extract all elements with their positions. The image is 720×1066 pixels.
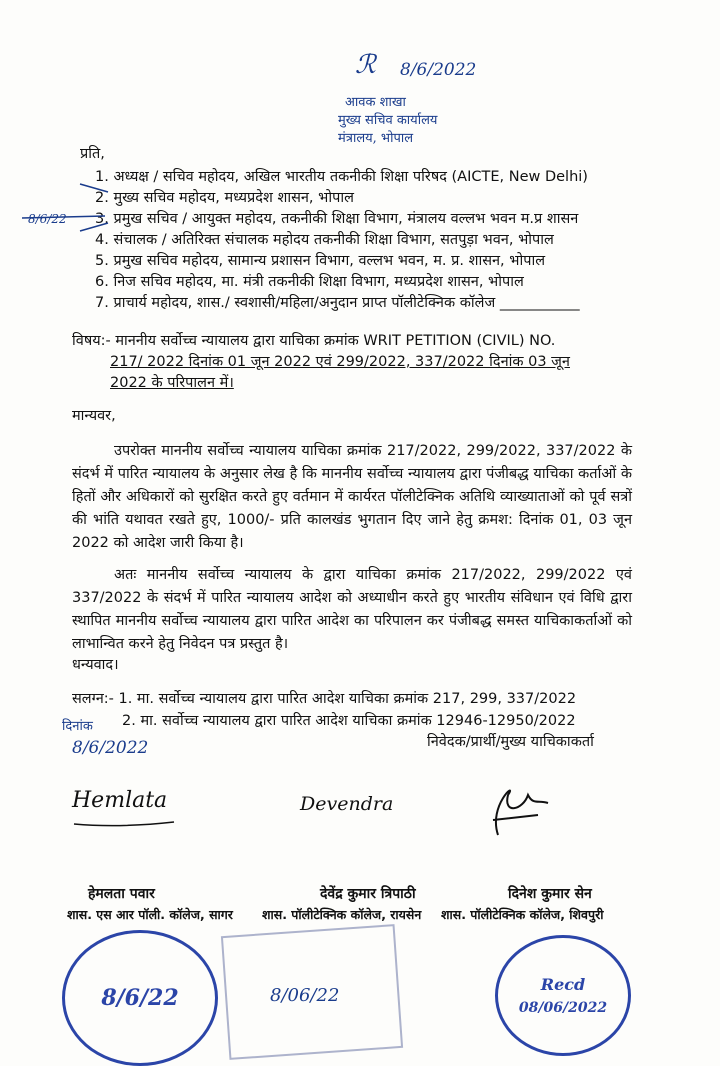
- received-stamp-middle-date: 8/06/22: [270, 985, 340, 1006]
- header-receipt-line2: मुख्य सचिव कार्यालय: [338, 113, 438, 128]
- dte-stamp-left: 8/6/22: [62, 930, 218, 1066]
- header-receipt-line3: मंत्रालय, भोपाल: [338, 131, 414, 146]
- to-label: प्रति,: [80, 146, 105, 162]
- body-paragraph-1: उपरोक्त माननीय सर्वोच्च न्यायालय याचिका क्रमांक 217/2022, 299/2022, 337/2022 के संदर्भ में पारित न्यायालय के अनुसार लेख है कि माननीय सर्वोच्च न्यायालय द्वारा पंजीबद्ध याचिका कर्ताओं के हितों और अधिकारों को सुरक्षित करते हुए वर्तमान में कार्यरत पॉलीटेक्निक अतिथि व्याख्याताओं को पूर्व सत्रों की भांति यथावत रखते हुए, 1000/- प्रति कालखंड भुगतान दिए जाने हेतु क्रमश: दिनांक 01, 03 जून 2022 को आदेश जारी किया है।: [72, 443, 632, 551]
- recipient-item: 4. संचालक / अतिरिक्त संचालक महोदय तकनीकी शिक्षा विभाग, सतपुड़ा भवन, भोपाल: [95, 232, 554, 248]
- recipient-item: 3. प्रमुख सचिव / आयुक्त महोदय, तकनीकी शिक्षा विभाग, मंत्रालय वल्लभ भवन म.प्र शासन: [95, 211, 579, 227]
- signature-1: Hemlata: [72, 788, 168, 813]
- subject-line2: 217/ 2022 दिनांक 01 जून 2022 एवं 299/2022, 337/2022 दिनांक 03 जून: [110, 354, 570, 370]
- signer-college-2: शास. पॉलीटेक्निक कॉलेज, रायसेन: [262, 907, 422, 922]
- header-signature: ℛ: [355, 50, 376, 80]
- recipient-item: 7. प्राचार्य महोदय, शास./ स्वशासी/महिला/अनुदान प्राप्त पॉलीटेक्निक कॉलेज ___________: [95, 295, 580, 311]
- recipient-item: 6. निज सचिव महोदय, मा. मंत्री तकनीकी शिक्षा विभाग, मध्यप्रदेश शासन, भोपाल: [95, 274, 524, 290]
- subject-line1: विषय:- माननीय सर्वोच्च न्यायालय द्वारा याचिका क्रमांक WRIT PETITION (CIVIL) NO.: [72, 333, 556, 349]
- salutation: मान्यवर,: [72, 408, 116, 424]
- recipient-item: 2. मुख्य सचिव महोदय, मध्यप्रदेश शासन, भोपाल: [95, 190, 354, 206]
- header-receipt-line1: आवक शाखा: [345, 95, 406, 110]
- signature-2: Devendra: [300, 793, 394, 815]
- signature-1-underline: [70, 818, 180, 830]
- thanks: धन्यवाद।: [72, 657, 119, 673]
- signer-name-1: हेमलता पवार: [88, 886, 155, 902]
- recipient-item: 1. अध्यक्ष / सचिव महोदय, अखिल भारतीय तकनीकी शिक्षा परिषद (AICTE, New Delhi): [95, 169, 588, 185]
- date-label-hand: दिनांक: [62, 719, 93, 734]
- signer-name-3: दिनेश कुमार सेन: [508, 886, 592, 902]
- recipient-item: 5. प्रमुख सचिव महोदय, सामान्य प्रशासन विभाग, वल्लभ भवन, म. प्र. शासन, भोपाल: [95, 253, 546, 269]
- body-paragraph-2: अतः माननीय सर्वोच्च न्यायालय के द्वारा याचिका क्रमांक 217/2022, 299/2022 एवं 337/2022 के संदर्भ में पारित न्यायालय आदेश को अध्याधीन करते हुए भारतीय संविधान एवं विधि द्वारा स्थापित माननीय सर्वोच्च न्यायालय द्वारा पारित आदेश का परिपालन कर पंजीबद्ध समस्त याचिकाकर्ताओं को लाभान्वित करने हेतु निवेदन पत्र प्रस्तुत है।: [72, 567, 632, 652]
- enclosure-1: सलग्न:- 1. मा. सर्वोच्च न्यायालय द्वारा पारित आदेश याचिका क्रमांक 217, 299, 337/2022: [72, 691, 577, 707]
- header-date: 8/6/2022: [400, 60, 477, 80]
- recd-stamp-right: Recd 08/06/2022: [495, 935, 631, 1056]
- applicant-label: निवेदक/प्रार्थी/मुख्य याचिकाकर्ता: [427, 734, 594, 750]
- signature-3-scrawl: [478, 775, 558, 845]
- date-value-hand: 8/6/2022: [72, 738, 149, 758]
- enclosure-2: 2. मा. सर्वोच्च न्यायालय द्वारा पारित आदेश याचिका क्रमांक 12946-12950/2022: [122, 713, 576, 729]
- signer-college-3: शास. पॉलीटेक्निक कॉलेज, शिवपुरी: [441, 907, 604, 922]
- margin-date: 8/6/22: [28, 212, 67, 226]
- margin-arrow-marks: [20, 176, 120, 236]
- signer-college-1: शास. एस आर पॉली. कॉलेज, सागर: [67, 907, 233, 922]
- signer-name-2: देवेंद्र कुमार त्रिपाठी: [320, 886, 416, 902]
- subject-line3: 2022 के परिपालन में।: [110, 375, 234, 391]
